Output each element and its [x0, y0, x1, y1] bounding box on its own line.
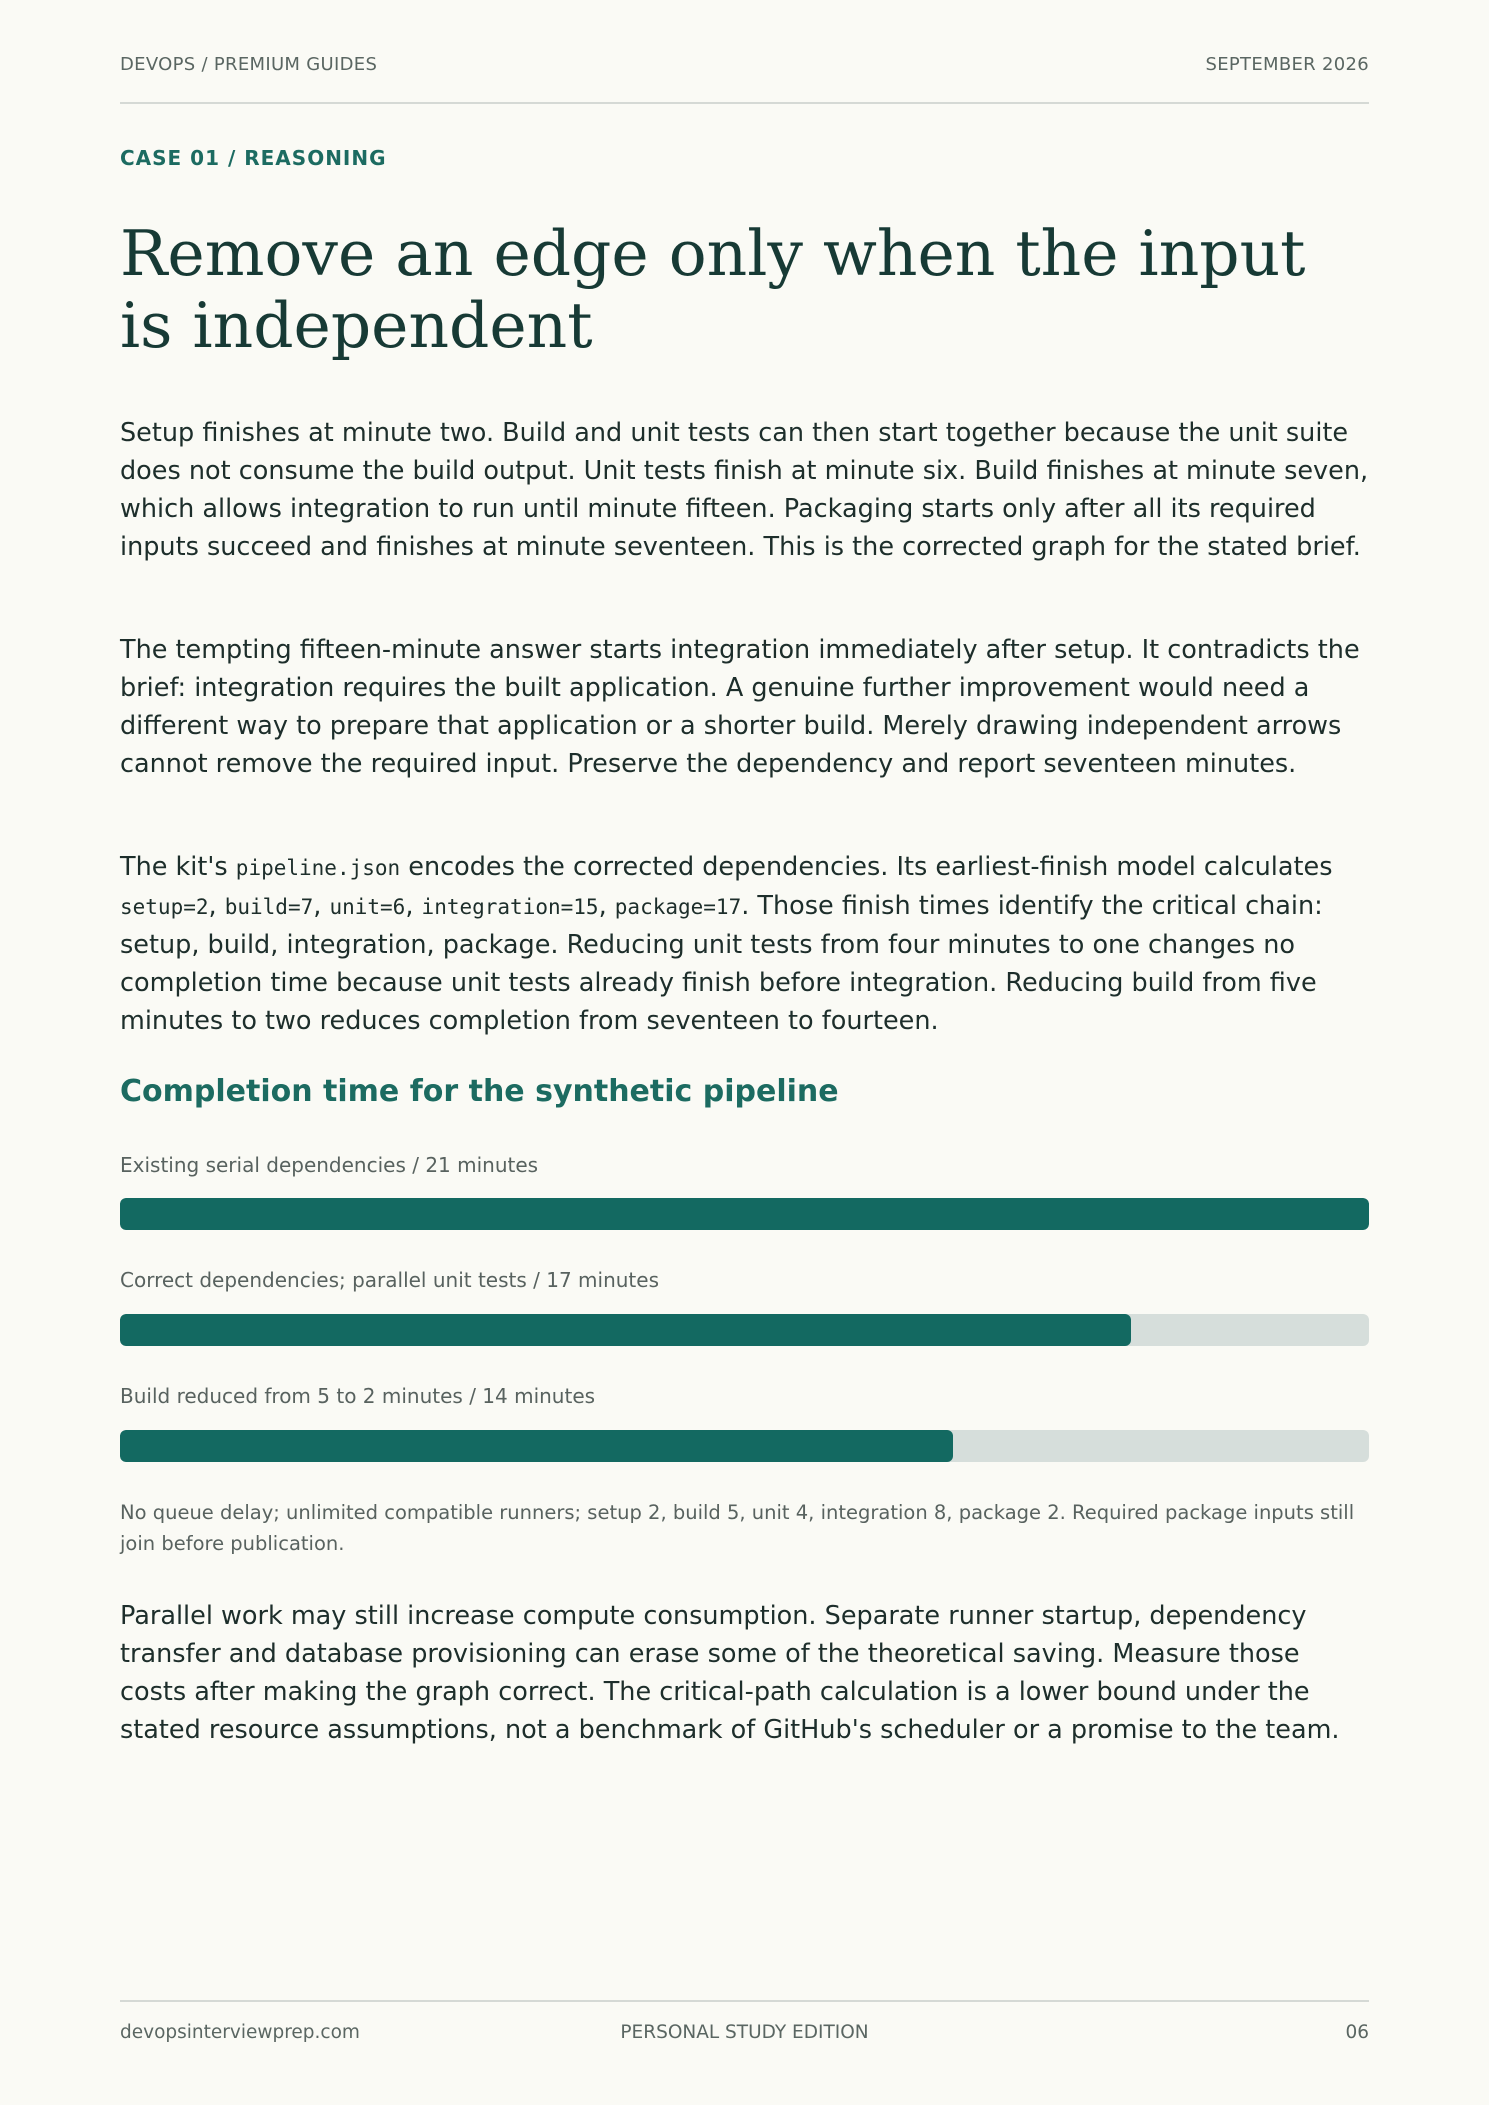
inline-code-filename: pipeline.json — [235, 856, 401, 880]
paragraph-4: Parallel work may still increase compute consumption. Separate runner startup, dependency transfer and database provisioning can erase some of the theoretical saving. Measure those costs after making the graph correct. The critical-path calculation is a lower bound under the stated resource assumptions, not a benchmark of GitHub's scheduler or a promise to the team. — [120, 1601, 1340, 1745]
inline-code-integration: integration=15 — [421, 895, 599, 919]
bar-track-reduced-build — [120, 1430, 1369, 1462]
page-header — [120, 54, 1369, 104]
separator: , — [405, 891, 422, 921]
separator: , — [598, 891, 615, 921]
issue-date: SEPTEMBER 2026 — [1205, 54, 1369, 75]
bar-label-parallel: Correct dependencies; parallel unit tests / 17 minutes — [120, 1268, 659, 1292]
bar-track-parallel — [120, 1314, 1369, 1346]
page-footer — [120, 2000, 1369, 2052]
separator: , — [208, 891, 225, 921]
bar-fill-serial — [120, 1198, 1369, 1230]
bar-fill-reduced-build — [120, 1430, 953, 1462]
bar-label-serial: Existing serial dependencies / 21 minutes — [120, 1153, 539, 1177]
separator: , — [313, 891, 330, 921]
bar-label-reduced-build: Build reduced from 5 to 2 minutes / 14 minutes — [120, 1384, 596, 1408]
bar-track-serial — [120, 1198, 1369, 1230]
chart-footnote: No queue delay; unlimited compatible runners; setup 2, build 5, unit 4, integration 8, package 2. Required package inputs still join before publication. — [120, 1501, 1355, 1555]
paragraph-2: The tempting fifteen-minute answer starts integration immediately after setup. It contradicts the brief: integration requires the built application. A genuine further improvement would need a different way to prepare that application or a shorter build. Merely drawing independent arrows cannot remove the required input. Preserve the dependency and report seventeen minutes. — [120, 635, 1360, 779]
inline-code-setup: setup=2 — [120, 895, 209, 919]
edition-label: PERSONAL STUDY EDITION — [620, 2022, 869, 2043]
paragraph-3 — [120, 848, 1369, 1040]
bar-fill-parallel — [120, 1314, 1131, 1346]
page — [120, 0, 1369, 2105]
page-title: Remove an edge only when the input is independent — [120, 217, 1306, 362]
page-number: 06 — [1345, 2022, 1369, 2043]
inline-code-unit: unit=6 — [329, 895, 406, 919]
paragraph-3-text: encodes the corrected dependencies. Its earliest-finish model calculates — [400, 852, 1333, 882]
site-link[interactable]: devopsinterviewprep.com — [120, 2022, 360, 2043]
paragraph-3-text: The kit's — [120, 852, 236, 882]
inline-code-build: build=7 — [224, 895, 314, 919]
paragraph-3-text: . Those finish times identify the critical chain: setup, build, integration, package. Reducing unit tests from four minutes to one changes no completion time because unit tests already finish before integration. Reducing build from five minutes to two reduces completion from seventeen to fourteen. — [120, 891, 1323, 1036]
case-kicker: CASE 01 / REASONING — [120, 146, 387, 170]
section-breadcrumb: DEVOPS / PREMIUM GUIDES — [120, 54, 378, 75]
inline-code-package: package=17 — [614, 895, 742, 919]
paragraph-1: Setup finishes at minute two. Build and unit tests can then start together because the unit suite does not consume the build output. Unit tests finish at minute six. Build finishes at minute seven, which allows integration to run until minute fifteen. Packaging starts only after all its required inputs succeed and finishes at minute seventeen. This is the corrected graph for the stated brief. — [120, 418, 1369, 562]
chart-title: Completion time for the synthetic pipeline — [120, 1074, 839, 1109]
